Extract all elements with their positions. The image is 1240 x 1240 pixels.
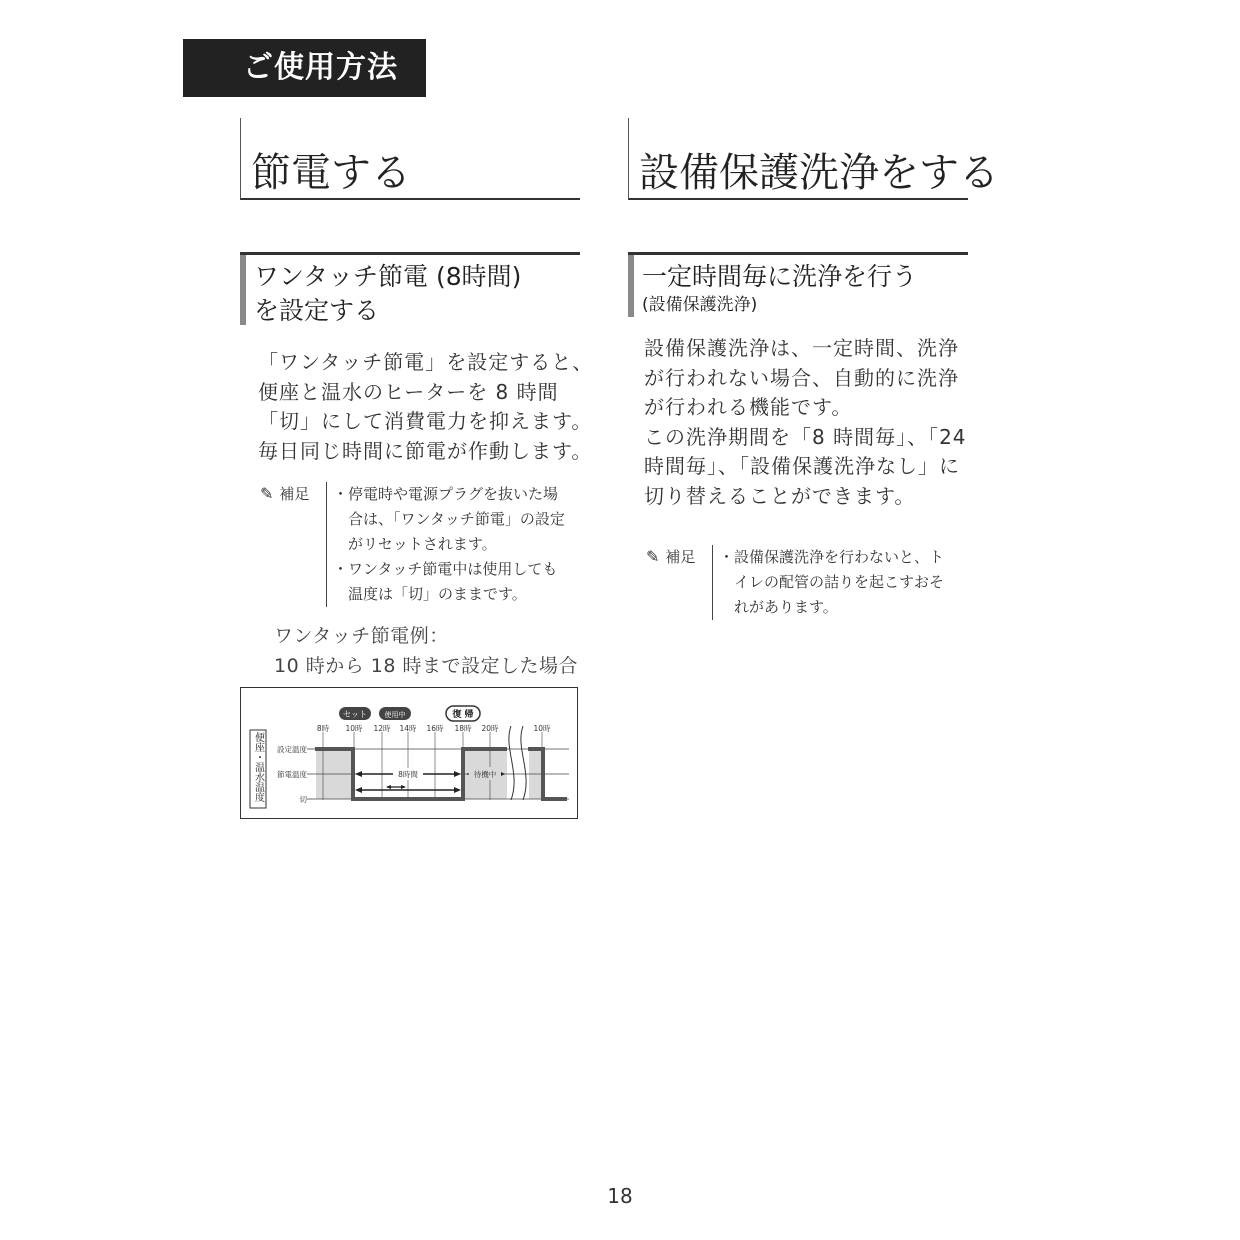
break-mark (509, 726, 514, 800)
level-label-off: 切 (299, 795, 307, 804)
power-saving-section (240, 118, 594, 819)
supplement-label (646, 545, 712, 620)
arrow-head (386, 785, 391, 789)
subsection-heading (628, 252, 968, 316)
example-caption (240, 621, 580, 681)
arrow-head (454, 787, 461, 793)
description-line: 「切」にして消費電力を抑えます。 (258, 409, 593, 433)
supplement-label (260, 482, 326, 607)
description (628, 334, 968, 511)
hour-label: 18時 (454, 724, 472, 733)
description-line: 切り替えることができます。 (644, 483, 916, 508)
arrow-head (355, 787, 362, 793)
power-saving-timeline-diagram (240, 687, 578, 819)
supplement-note (260, 482, 580, 607)
hour-label: 12時 (373, 724, 391, 733)
example-subtitle: 10 時から 18 時まで設定した場合 (274, 655, 578, 677)
section-title-equipment-protection: 設備保護洗浄をする (628, 118, 968, 200)
subsection-title: 一定時間毎に洗浄を行う (642, 262, 918, 291)
supplement-item: ・ ワンタッチ節電中は使用しても温度は「切」のままです。 (333, 557, 569, 607)
badge-set-label: セット (343, 710, 367, 719)
duration-label: 8時間 (398, 770, 418, 779)
arrow-head (401, 785, 406, 789)
description-line: 毎日同じ時間に節電が作動します。 (258, 438, 593, 463)
y-axis-title: 便座・温水温度 (252, 732, 264, 802)
description-line: 便座と温水のヒーターを 8 時間 (258, 379, 559, 404)
page-number: 18 (607, 1184, 633, 1208)
badge-in-use-label: 使用中 (384, 711, 406, 719)
description (240, 348, 594, 466)
equipment-protection-section (628, 118, 999, 620)
break-mark (521, 726, 526, 800)
badge-resume-label: 復 帰 (452, 710, 474, 720)
hour-label: 10時 (533, 724, 551, 733)
description-line: が行われる機能です。 (644, 395, 853, 419)
supplement-items (712, 545, 955, 620)
arrow-head (454, 771, 461, 777)
section-tab: ご使用方法 (183, 39, 426, 97)
supplement-item: ・ 停電時や電源プラグを抜いた場合は、「ワンタッチ節電」の設定がリセットされます。 (333, 482, 569, 557)
supplement-note (646, 545, 968, 620)
description-line: この洗浄期間を「8 時間毎」、「24 (644, 424, 967, 449)
standby-label: 待機中 (473, 770, 497, 779)
hour-label: 10時 (345, 724, 363, 733)
pencil-icon: ✎ (646, 547, 660, 566)
level-label-set-temp: 設定温度 (277, 745, 307, 754)
description-line: が行われない場合、自動的に洗浄 (644, 365, 959, 390)
timeline-graph (241, 688, 577, 818)
description-line: 設備保護洗浄は、一定時間、洗浄 (644, 336, 959, 360)
level-label-saving-temp: 節電温度 (277, 770, 307, 779)
hour-label: 16時 (426, 724, 444, 733)
supplement-items (326, 482, 569, 607)
pencil-icon: ✎ (260, 484, 274, 503)
subsection-paren: (設備保護洗浄) (642, 295, 758, 315)
description-line: 「ワンタッチ節電」を設定すると、 (258, 350, 594, 374)
subsection-title-line2: を設定する (254, 296, 380, 325)
supplement-label-text: 補足 (665, 548, 696, 566)
subsection-title-line1: ワンタッチ節電 (8時間) (254, 262, 522, 291)
supplement-item: ・ 設備保護洗浄を行わないと、トイレの配管の詰りを起こすおそれがあります。 (719, 545, 955, 620)
section-title-power-saving: 節電する (240, 118, 580, 200)
hour-label: 20時 (481, 724, 499, 733)
arrow-head (355, 771, 362, 777)
example-title: ワンタッチ節電例： (274, 625, 449, 647)
subsection-heading (240, 252, 580, 328)
hour-label: 8時 (316, 724, 330, 733)
description-line: 時間毎」、「設備保護洗浄なし」に (644, 454, 960, 478)
hour-label: 14時 (399, 724, 417, 733)
supplement-label-text: 補足 (279, 485, 310, 503)
